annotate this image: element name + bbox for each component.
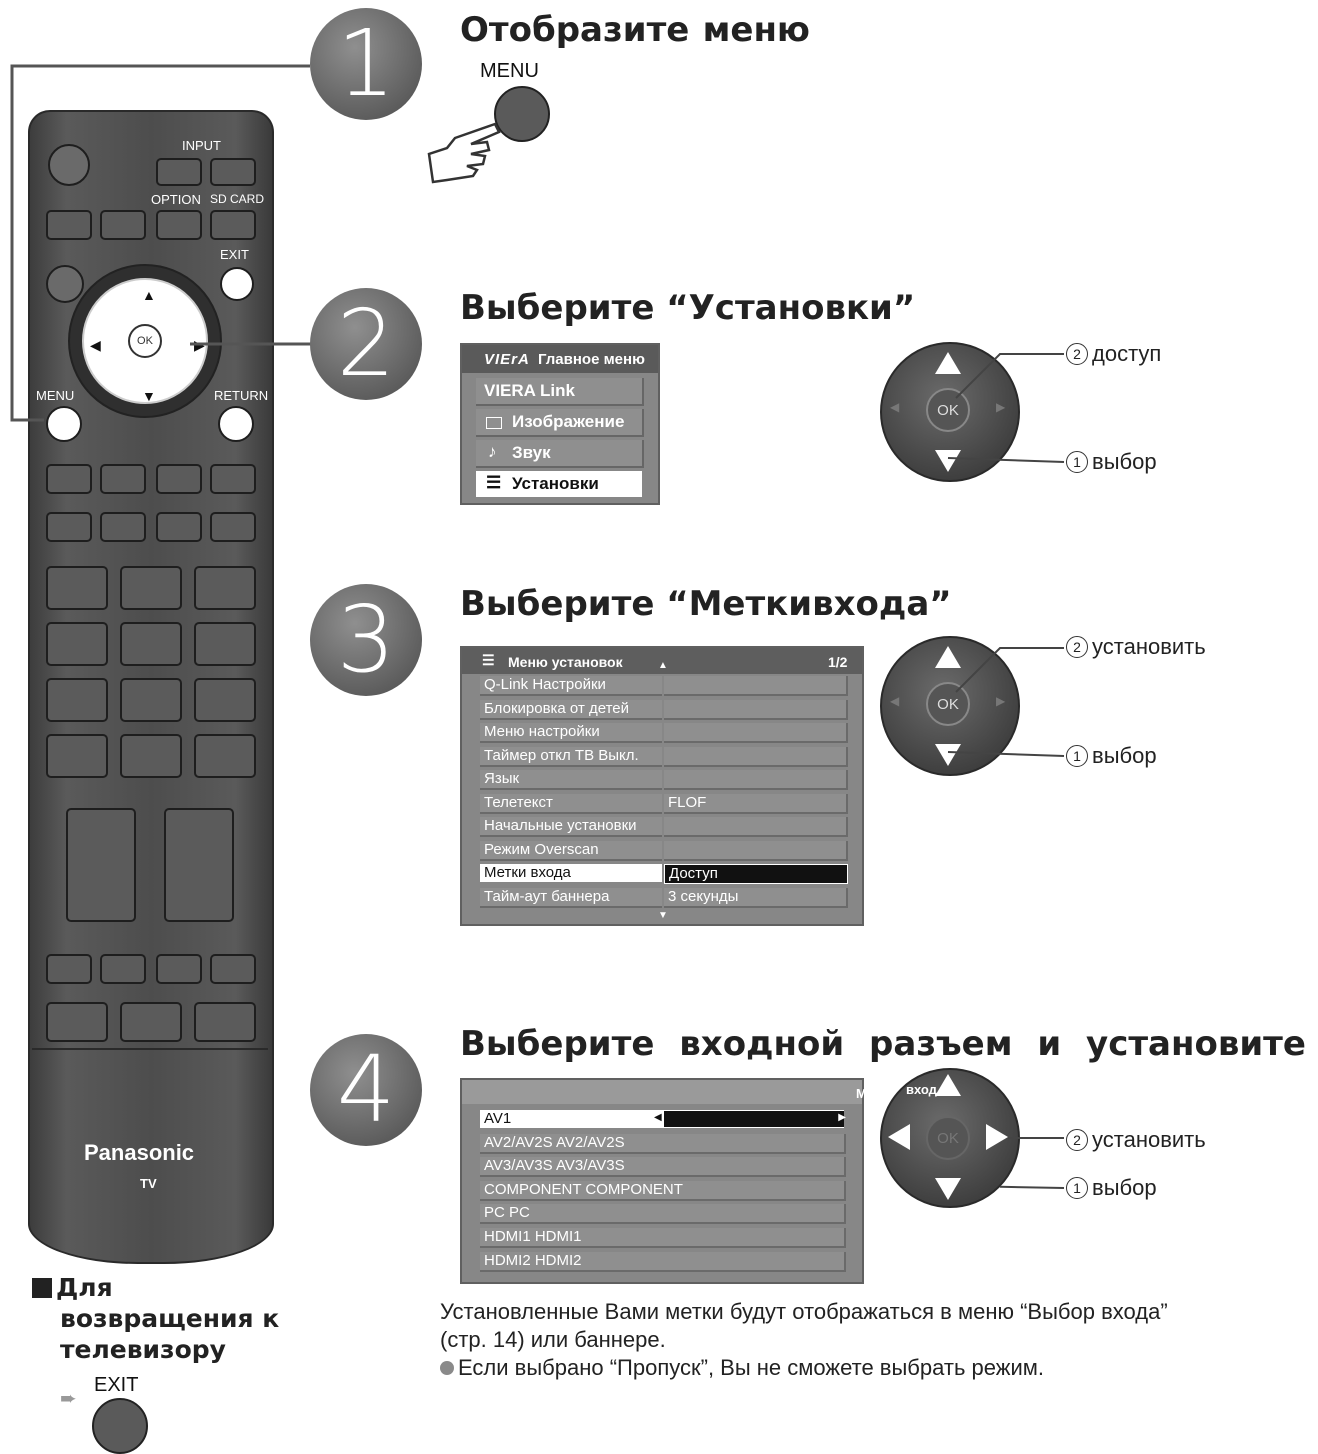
- step-1-title: [460, 10, 810, 50]
- setup-menu-row-value: FLOF: [664, 794, 848, 814]
- right-arrow-icon: ▶: [194, 337, 205, 353]
- setup-menu-row[interactable]: [480, 723, 848, 743]
- exit-button-label: EXIT: [94, 1374, 139, 1396]
- main-menu-item-label: Установки: [512, 474, 599, 493]
- brand-logo: Panasonic: [84, 1140, 195, 1165]
- remote-ok-label: OK: [137, 335, 153, 347]
- scroll-down-icon: ▼: [658, 910, 668, 921]
- input-menu-header-fragment: М: [856, 1086, 867, 1101]
- step-number-1: 1: [1066, 451, 1088, 473]
- select-callout: [1066, 1175, 1157, 1201]
- right-arrow-icon: ▶: [996, 694, 1006, 708]
- step-number-2: 2: [1066, 343, 1088, 365]
- callout-lines: [940, 350, 1070, 470]
- arrow-right-icon: ➨: [60, 1388, 77, 1410]
- set-label: установить: [1092, 634, 1206, 659]
- select-label: выбор: [1092, 743, 1157, 768]
- input-menu-header-fragment: вход: [906, 1082, 937, 1097]
- step-2-title: Выберите “Установки”: [460, 288, 916, 328]
- main-menu-item-selected[interactable]: [476, 471, 642, 497]
- setup-menu-row[interactable]: [480, 794, 848, 814]
- picture-icon: [486, 417, 502, 429]
- step-3-title-part: Выберите “Метки: [460, 584, 813, 624]
- step-4-title-part: разъем: [869, 1024, 1013, 1064]
- return-tv-title-line: возвращения к: [60, 1304, 280, 1333]
- setup-menu-row-value: [664, 770, 848, 790]
- step-4-title-part: Выберите: [460, 1024, 655, 1064]
- setup-menu-row-value: [664, 841, 848, 861]
- step-4-badge: 4: [310, 1034, 422, 1146]
- setup-menu-row-value: [664, 723, 848, 743]
- step-4-title-part: и: [1037, 1024, 1062, 1064]
- input-menu-row[interactable]: [480, 1252, 848, 1272]
- return-label: RETURN: [214, 388, 269, 403]
- step-number-1: 1: [1066, 745, 1088, 767]
- step-4-title-part: входной: [679, 1024, 845, 1064]
- input-menu-row-label: HDMI2 HDMI2: [480, 1252, 846, 1272]
- right-arrow-icon: ▶: [996, 400, 1006, 414]
- step-1-title-part: Отобразите: [460, 10, 690, 50]
- return-tv-title-line: телевизору: [60, 1335, 226, 1364]
- left-arrow-icon: [888, 1124, 910, 1150]
- menu-label: MENU: [36, 388, 75, 403]
- setup-menu-row-value: Доступ: [664, 864, 848, 884]
- input-menu-row-label: AV3/AV3S AV3/AV3S: [480, 1157, 846, 1177]
- up-arrow-icon: ▲: [142, 287, 156, 303]
- step-2-badge: 2: [310, 288, 422, 400]
- setup-menu-row[interactable]: [480, 888, 848, 908]
- note-bullet: [440, 1354, 1168, 1382]
- set-callout: [1066, 634, 1206, 660]
- step-4-title: [460, 1024, 1306, 1064]
- music-note-icon: ♪: [488, 442, 497, 461]
- bullet-icon: [440, 1361, 454, 1375]
- input-menu-row-label: AV1: [480, 1110, 844, 1128]
- input-menu-row[interactable]: [480, 1204, 848, 1224]
- ok-label: OK: [937, 695, 959, 713]
- left-arrow-icon: ◀: [654, 1112, 662, 1123]
- note-text: [440, 1298, 1168, 1382]
- list-icon: ☰: [486, 473, 502, 492]
- setup-menu-row-label: Меню настройки: [480, 723, 662, 743]
- down-arrow-icon: [935, 1178, 961, 1200]
- return-tv-title-line: [32, 1272, 279, 1303]
- step-3-title: [460, 584, 952, 624]
- right-arrow-icon: ▶: [838, 1112, 846, 1123]
- select-callout: [1066, 449, 1157, 475]
- left-arrow-icon: ◀: [90, 337, 101, 353]
- setup-menu-header: [462, 648, 862, 674]
- scroll-up-icon: ▲: [658, 660, 668, 671]
- set-callout: [1066, 1127, 1206, 1153]
- setup-menu-row[interactable]: [480, 841, 848, 861]
- main-menu-item-label: Изображение: [512, 412, 625, 431]
- main-menu-item-label: Звук: [512, 443, 551, 462]
- access-callout: [1066, 341, 1161, 367]
- input-menu-header: [462, 1080, 862, 1104]
- note-bullet-text: Если выбрано “Пропуск”, Вы не сможете выбрать режим.: [458, 1355, 1044, 1380]
- setup-menu-title: Меню установок: [508, 654, 623, 670]
- pointing-hand-icon: [425, 118, 505, 188]
- access-label: доступ: [1092, 341, 1162, 366]
- setup-menu-row[interactable]: [480, 817, 848, 837]
- callout-lines: [940, 644, 1070, 764]
- setup-menu-row-label: Режим Overscan: [480, 841, 662, 861]
- exit-press-button[interactable]: [92, 1398, 148, 1454]
- setup-menu-row[interactable]: [480, 676, 848, 696]
- input-menu-row[interactable]: [480, 1157, 848, 1177]
- setup-menu-row-label: Тайм-аут баннера: [480, 888, 662, 908]
- step-1-title-part: меню: [702, 10, 810, 50]
- square-bullet-icon: [32, 1278, 52, 1298]
- ok-button[interactable]: [926, 1116, 970, 1160]
- option-label: OPTION: [151, 192, 201, 207]
- model-label: TV: [140, 1176, 157, 1191]
- set-label: установить: [1092, 1127, 1206, 1152]
- main-menu-header: [462, 345, 658, 373]
- note-line: (стр. 14) или баннере.: [440, 1327, 666, 1352]
- label-edit-field[interactable]: [654, 1111, 846, 1127]
- setup-menu-row-label: Телетекст: [480, 794, 662, 814]
- setup-menu-row-label: Блокировка от детей: [480, 700, 662, 720]
- input-menu-row-label: HDMI1 HDMI1: [480, 1228, 846, 1248]
- setup-menu-row-value: 3 секунды: [664, 888, 848, 908]
- main-menu-item[interactable]: [476, 440, 644, 468]
- return-tv-title: Для: [56, 1273, 113, 1302]
- input-menu-row[interactable]: [480, 1181, 848, 1201]
- input-menu-row[interactable]: [480, 1110, 848, 1130]
- setup-menu-row-value: [664, 676, 848, 696]
- return-tv-section: [32, 1272, 279, 1365]
- setup-menu-panel: [460, 646, 864, 926]
- setup-menu-row[interactable]: [480, 700, 848, 720]
- left-arrow-icon: ◀: [890, 400, 900, 414]
- page-indicator: 1/2: [828, 654, 848, 670]
- input-menu-row-label: COMPONENT COMPONENT: [480, 1181, 846, 1201]
- input-menu-row[interactable]: [480, 1134, 848, 1154]
- menu-button-label: MENU: [480, 60, 539, 82]
- main-menu-item-label: VIERA Link: [484, 381, 575, 400]
- step-number-2: 2: [1066, 1129, 1088, 1151]
- viera-logo: VIErA: [484, 351, 530, 368]
- select-callout: [1066, 743, 1157, 769]
- left-arrow-icon: ◀: [890, 694, 900, 708]
- setup-menu-row[interactable]: [480, 864, 848, 884]
- input-menu-row[interactable]: [480, 1228, 848, 1248]
- setup-menu-row-value: [664, 700, 848, 720]
- input-menu-row-label: AV2/AV2S AV2/AV2S: [480, 1134, 846, 1154]
- ok-label: OK: [937, 401, 959, 419]
- setup-menu-row-value: [664, 747, 848, 767]
- list-icon: ☰: [482, 652, 495, 668]
- setup-menu-row[interactable]: [480, 747, 848, 767]
- step-1-badge: 1: [310, 8, 422, 120]
- step-3-badge: 3: [310, 584, 422, 696]
- step-4-title-part: установите: [1086, 1024, 1306, 1064]
- step-number-1: 1: [1066, 1177, 1088, 1199]
- select-label: выбор: [1092, 449, 1157, 474]
- select-label: выбор: [1092, 1175, 1157, 1200]
- setup-menu-row-label: Таймер откл ТВ Выкл.: [480, 747, 662, 767]
- main-menu-item[interactable]: [476, 409, 644, 437]
- setup-menu-row-label: Q-Link Настройки: [480, 676, 662, 696]
- setup-menu-row-label: Начальные установки: [480, 817, 662, 837]
- setup-menu-row-value: [664, 817, 848, 837]
- input-menu-panel: [460, 1078, 867, 1284]
- input-menu-row-label: PC PC: [480, 1204, 846, 1224]
- exit-label: EXIT: [220, 247, 249, 262]
- step-3-title-part: входа”: [812, 584, 952, 624]
- callout-lines: [1000, 1130, 1070, 1200]
- setup-menu-row[interactable]: [480, 770, 848, 790]
- main-menu-title: Главное меню: [538, 351, 645, 368]
- down-arrow-icon: ▼: [142, 388, 156, 404]
- note-line: Установленные Вами метки будут отображаться в меню “Выбор входа”: [440, 1299, 1168, 1324]
- input-label: INPUT: [182, 138, 221, 153]
- main-menu-item[interactable]: [476, 378, 644, 406]
- setup-menu-row-label: Метки входа: [480, 864, 662, 882]
- main-menu-panel: [460, 343, 660, 505]
- up-arrow-icon: [935, 1074, 961, 1096]
- sdcard-label: SD CARD: [210, 192, 265, 206]
- step-number-2: 2: [1066, 636, 1088, 658]
- setup-menu-row-label: Язык: [480, 770, 662, 790]
- ok-label: OK: [937, 1129, 959, 1147]
